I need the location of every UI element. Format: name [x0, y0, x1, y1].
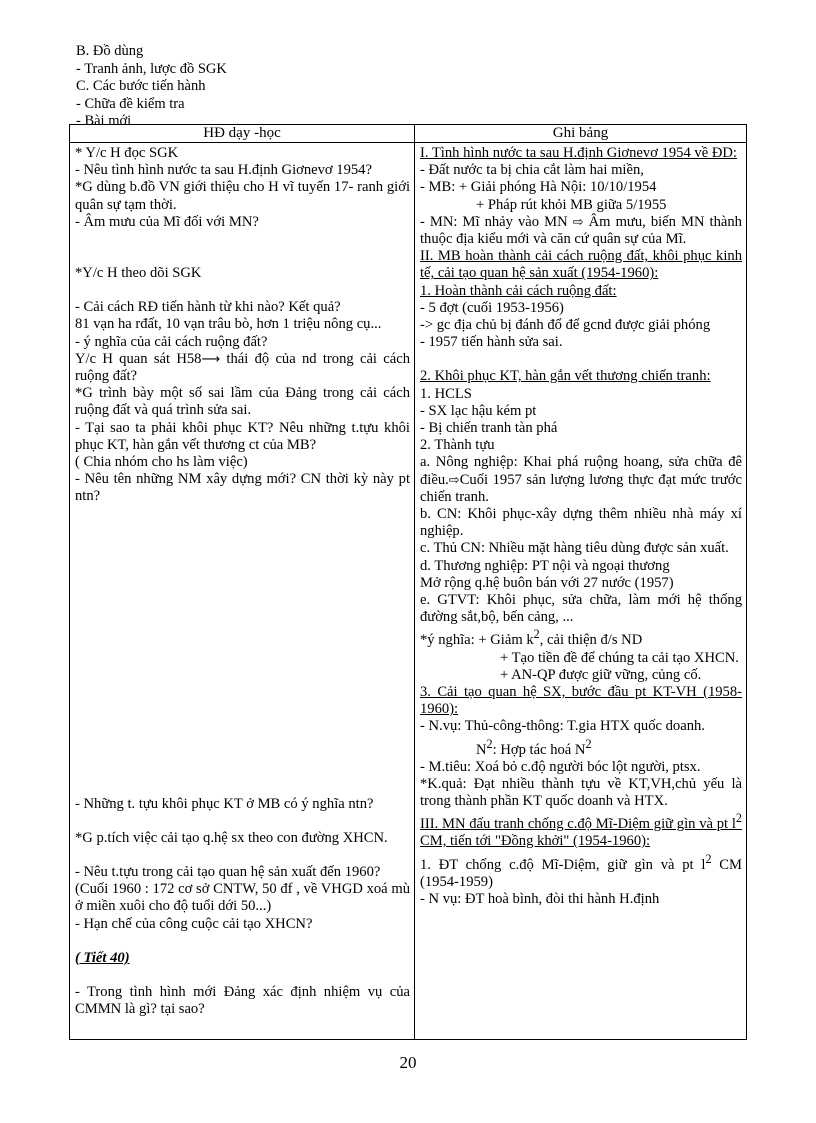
right-line-part: *ý nghĩa: + Giảm k: [420, 632, 534, 649]
left-line: * Y/c H đọc SGK: [75, 145, 179, 161]
left-line: *G p.tích việc cải tạo q.hệ sx theo con đường XHCN.: [75, 829, 388, 846]
left-line: - Trong tình hình mới Đảng xác định nhiệm vụ của CMMN là gì? tại sao?: [75, 984, 410, 1018]
right-line: [420, 214, 742, 248]
left-line: - Hạn chế của công cuộc cải tạo XHCN?: [75, 915, 313, 932]
intro-line: - Chữa đề kiểm tra: [76, 95, 185, 112]
section-heading: [420, 810, 742, 850]
right-line: + Tạo tiền đề để chúng ta cải tạo XHCN.: [500, 649, 739, 666]
left-line: [75, 351, 410, 385]
table-body-row: [70, 143, 747, 1040]
right-line-part: III. MN đấu tranh chống c.độ Mĩ-Diệm giữ gìn và pt l: [420, 816, 736, 833]
subsection-heading: 3. Cải tạo quan hệ SX, bước đầu pt KT-VH (1958-1960):: [420, 683, 742, 718]
right-arrow-icon: ⟶: [201, 351, 221, 367]
right-line: - N.vụ: Thủ-công-thông: T.gia HTX quốc doanh.: [420, 718, 705, 735]
right-arrow-icon: ⇨: [572, 214, 584, 230]
right-line-part: - MN: Mĩ nhảy vào MN: [420, 213, 568, 230]
subsection-heading: 1. Hoàn thành cải cách ruộng đất:: [420, 282, 617, 299]
right-line-part: a. Nông nghiệp: Khai phá ruộng hoang, sửa chữa đê điều.: [420, 454, 742, 488]
superscript: 2: [735, 811, 742, 826]
left-line-part: thái độ của nd trong cải cách ruộng đất?: [75, 350, 410, 385]
right-line: [420, 454, 742, 506]
right-line: + AN-QP được giữ vững, củng cố.: [500, 666, 702, 683]
left-line: *G dùng b.đồ VN giới thiệu cho H vĩ tuyến 17- ranh giới quân sự tạm thời.: [75, 179, 410, 213]
right-line: c. Thủ CN: Nhiều mặt hàng tiêu dùng được sản xuất.: [420, 540, 729, 557]
left-line: - Nêu tình hình nước ta sau H.định Giơnevơ 1954?: [75, 162, 372, 179]
right-line-part: N: [476, 741, 487, 758]
superscript: 2: [705, 851, 712, 866]
right-line: 1. HCLS: [420, 385, 472, 402]
intro-section: [76, 43, 227, 131]
right-line: 2. Thành tựu: [420, 437, 495, 454]
right-line: - MB: + Giải phóng Hà Nội: 10/10/1954: [420, 179, 657, 196]
right-line: - 1957 tiến hành sửa sai.: [420, 334, 563, 351]
right-line-part: CM, tiến tới "Đồng khởi" (1954-1960):: [420, 833, 651, 850]
section-heading: I. Tình hình nước ta sau H.định Giơnevơ 1954 về ĐD:: [420, 145, 737, 161]
right-line-part: , cải thiện đ/s ND: [539, 632, 643, 649]
right-line: [420, 851, 742, 891]
lesson-table: [69, 124, 747, 1040]
left-line-part: Y/c H quan sát H58: [75, 350, 202, 367]
intro-line: C. Các bước tiến hành: [76, 78, 206, 94]
superscript: 2: [486, 736, 493, 751]
right-line: - SX lạc hậu kém pt: [420, 402, 537, 419]
intro-line: - Bài mới: [76, 113, 132, 129]
right-line: Mở rộng q.hệ buôn bán với 27 nước (1957): [420, 574, 674, 591]
right-line: - Bị chiến tranh tàn phá: [420, 420, 558, 437]
subsection-heading: 2. Khôi phục KT, hàn gắn vết thương chiến tranh:: [420, 368, 711, 385]
intro-line: - Tranh ảnh, lược đồ SGK: [76, 60, 227, 77]
left-line: 81 vạn ha rđất, 10 vạn trâu bò, hơn 1 triệu nông cụ...: [75, 316, 382, 333]
right-line: *K.quả: Đạt nhiều thành tựu về KT,VH,chủ yếu là trong thành phần KT quốc doanh và HTX.: [420, 775, 742, 810]
left-line: - Âm mưu của Mĩ đối với MN?: [75, 213, 259, 230]
header-board-notes: Ghi bảng: [415, 125, 747, 143]
right-line: + Pháp rút khỏi MB giữa 5/1955: [476, 196, 667, 213]
right-line-part: 1. ĐT chống c.độ Mĩ-Diệm, giữ gìn và pt l: [420, 856, 706, 873]
left-line: - Nêu tên những NM xây dựng mới? CN thời kỳ này pt ntn?: [75, 471, 410, 505]
board-notes-cell: [415, 143, 747, 1040]
superscript: 2: [585, 736, 592, 751]
right-line: - 5 đợt (cuối 1953-1956): [420, 299, 564, 316]
right-line-part: Âm mưu, biến MN thành thuộc địa kiểu mới và căn cứ quân sự của Mĩ.: [420, 213, 742, 248]
right-line: [420, 626, 742, 649]
left-line: - Nêu t.tựu trong cải tạo quan hệ sản xuất đến 1960?: [75, 864, 381, 881]
left-line: *G trình bày một số sai lầm của Đảng trong cải cách ruộng đất và quá trình sửa sai.: [75, 385, 410, 419]
left-line: *Y/c H theo dõi SGK: [75, 265, 202, 282]
right-line-part: : Hợp tác hoá N: [492, 741, 586, 758]
lesson-period-label: ( Tiết 40): [75, 949, 130, 966]
right-line-part: CM (1954-1959): [420, 856, 742, 890]
left-line: ( Chia nhóm cho hs làm việc): [75, 454, 248, 471]
page-number: 20: [399, 1053, 417, 1072]
right-arrow-icon: ⇨: [448, 472, 460, 488]
left-line: - Cải cách RĐ tiến hành từ khi nào? Kết quả?: [75, 299, 341, 316]
header-teaching-activities: HĐ dạy -học: [70, 125, 415, 143]
right-line: -> gc địa chủ bị đánh đổ để gcnd được giải phóng: [420, 317, 711, 334]
right-line: - M.tiêu: Xoá bỏ c.độ người bóc lột người, ptsx.: [420, 758, 701, 775]
superscript: 2: [533, 627, 540, 642]
left-line: - Tại sao ta phải khôi phục KT? Nêu những t.tựu khôi phục KT, hàn gắn vết thương ct của MB?: [75, 419, 410, 453]
left-line: - ý nghĩa của cải cách ruộng đất?: [75, 333, 268, 350]
table-header-row: [70, 125, 747, 143]
right-line: d. Thương nghiệp: PT nội và ngoại thương: [420, 557, 670, 574]
right-line-part: Cuối 1957 sản lượng lương thực đạt mức trước chiến tranh.: [420, 471, 742, 505]
right-line: b. CN: Khôi phục-xây dựng thêm nhiều nhà máy xí nghiệp.: [420, 506, 742, 540]
right-line: - N vụ: ĐT hoà bình, đòi thi hành H.định: [420, 890, 660, 907]
intro-line: B. Đồ dùng: [76, 43, 144, 59]
right-line: e. GTVT: Khôi phục, sửa chữa, làm mới hệ thống đường sắt,bộ, bến cảng, ...: [420, 592, 742, 626]
left-line: (Cuối 1960 : 172 cơ sở CNTW, 50 đf , về VHGD xoá mù ở miền xuôi cho độ tuổi dới 50...): [75, 881, 410, 915]
left-line: - Những t. tựu khôi phục KT ở MB có ý nghĩa ntn?: [75, 795, 374, 812]
section-heading: II. MB hoàn thành cải cách ruộng đất, khôi phục kinh tế, cải tạo quan hệ sản xuất (1954-1960):: [420, 248, 742, 282]
right-line: [420, 736, 742, 759]
teaching-activities-cell: [70, 143, 415, 1040]
right-line: - Đất nước ta bị chia cắt làm hai miền,: [420, 162, 644, 179]
